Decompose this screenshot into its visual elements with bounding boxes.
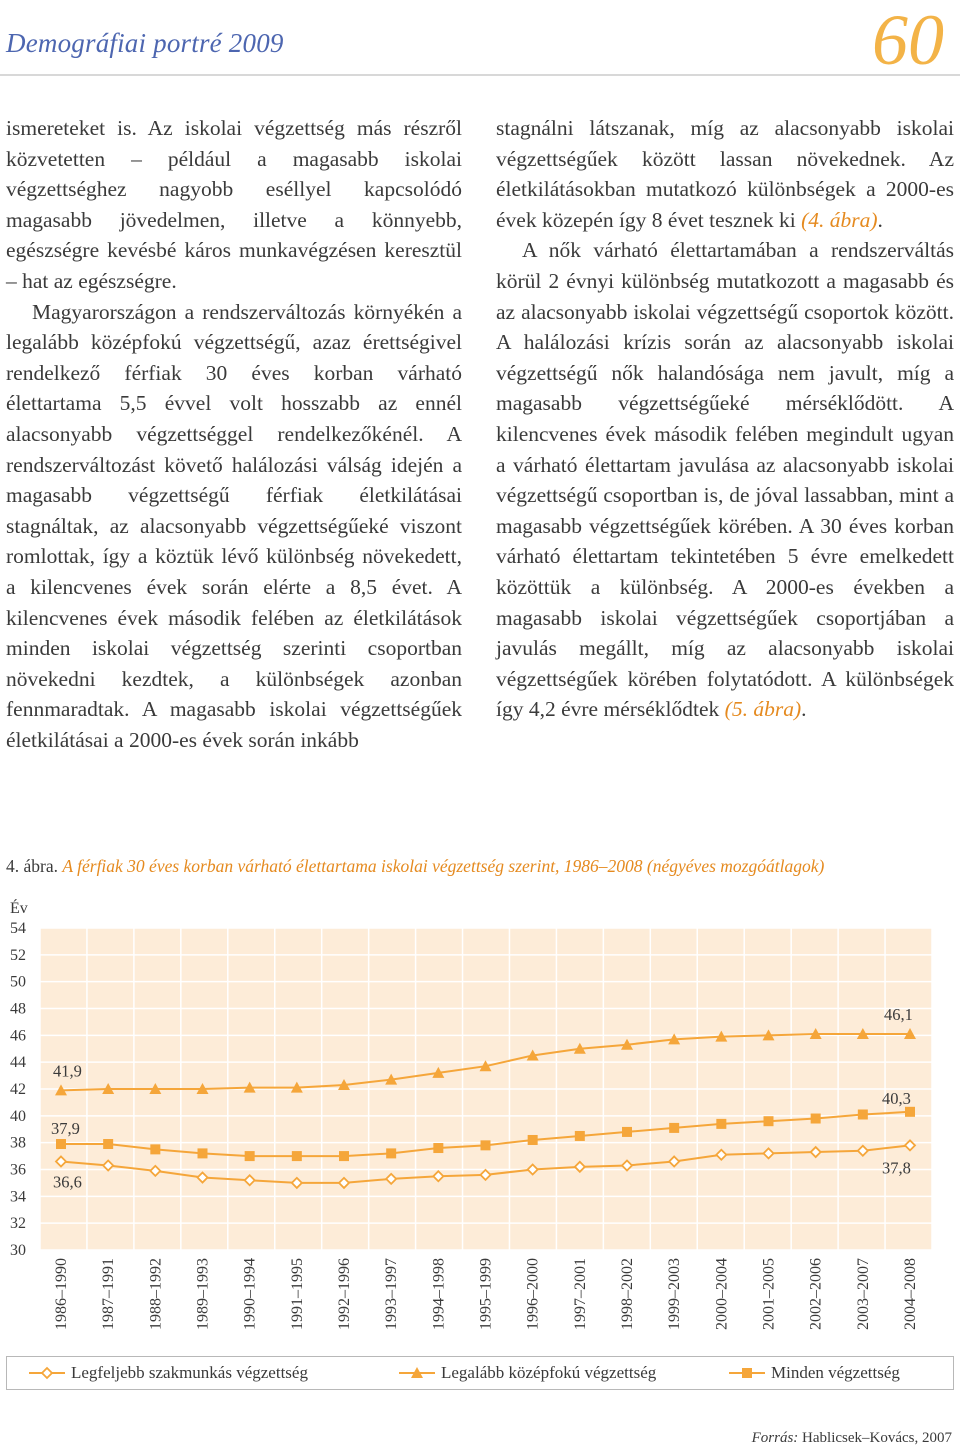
data-point-marker — [245, 1151, 255, 1161]
y-tick-label: 34 — [10, 1188, 26, 1206]
figure-caption — [6, 856, 824, 877]
paragraph-text: A nők várható élettartamában a rendszerváltás körül 2 évnyi különbség mutatkozott a magasabb és az alacsonyabb iskolai végzettségű csoportok között. A halálozási krízis során az alacsonyabb iskolai végzettségű nők halandósága nem javult, míg a magasabb végzettségűeké mérséklődött. A kilencvenes évek második felében megindult ugyan a várható élettartam javulása az alacsonyabb iskolai végzettségű csoportban is, de jóval lassabban, mint a magasabb végzettségűek körében. A 30 éves korban várható élettartam tekintetében 5 évre emelkedett közöttük a különbség. A 2000-es években a magasabb iskolai végzettségűek csoportjában a javulás megállt, míg az alacsonyabb iskolai végzettségűek körében folytatódott. A különbségek így 4,2 évre mérséklődtek — [496, 238, 954, 722]
x-tick-label: 2002–2006 — [807, 1258, 825, 1330]
data-label: 46,1 — [884, 1004, 913, 1024]
source-label: Forrás: — [751, 1430, 799, 1446]
y-tick-label: 36 — [10, 1161, 26, 1179]
data-label: 40,3 — [882, 1088, 911, 1108]
x-tick-label: 1988–1992 — [147, 1258, 165, 1330]
x-tick-label: 2000–2004 — [713, 1258, 731, 1330]
data-point-marker — [622, 1127, 632, 1137]
paragraph-text: . — [877, 207, 883, 232]
data-point-marker — [56, 1139, 66, 1149]
figure-source — [752, 1430, 952, 1447]
x-tick-label: 1991–1995 — [288, 1258, 306, 1330]
data-point-marker — [575, 1131, 585, 1141]
legend-item — [729, 1357, 900, 1389]
data-label: 36,6 — [53, 1172, 82, 1192]
legend-swatch — [729, 1366, 765, 1380]
data-point-marker — [858, 1109, 868, 1119]
data-point-marker — [528, 1135, 538, 1145]
legend-swatch — [399, 1366, 435, 1380]
data-label: 37,8 — [882, 1158, 911, 1178]
x-tick-label: 1999–2003 — [666, 1258, 684, 1330]
x-tick-label: 1995–1999 — [477, 1258, 495, 1330]
legend-marker — [742, 1368, 752, 1378]
x-tick-label: 1998–2002 — [619, 1258, 636, 1330]
data-point-marker — [811, 1114, 821, 1124]
line-chart — [0, 890, 960, 1350]
y-tick-label: 46 — [10, 1027, 26, 1045]
y-tick-label: 40 — [10, 1107, 26, 1125]
legend-label: Legalább középfokú végzettség — [441, 1363, 657, 1382]
data-point-marker — [764, 1116, 774, 1126]
x-tick-label: 1997–2001 — [571, 1258, 589, 1330]
data-point-marker — [481, 1140, 491, 1150]
y-tick-label: 38 — [10, 1134, 26, 1152]
x-tick-label: 2003–2007 — [854, 1258, 872, 1330]
data-point-marker — [433, 1143, 443, 1153]
data-point-marker — [386, 1148, 396, 1158]
y-tick-label: 52 — [10, 946, 26, 964]
paragraph-text: . — [801, 697, 807, 722]
y-tick-label: 54 — [10, 920, 26, 937]
figure-title: A férfiak 30 éves korban várható élettartama iskolai végzettség szerint, 1986–2008 (négyéves mozgóátlagok) — [62, 856, 825, 876]
y-tick-label: 30 — [10, 1242, 26, 1259]
x-tick-label: 1994–1998 — [430, 1258, 448, 1330]
y-tick-label: 50 — [10, 973, 26, 991]
x-tick-label: 1993–1997 — [383, 1258, 401, 1330]
x-tick-label: 1989–1993 — [194, 1258, 212, 1330]
y-axis-label: Év — [10, 900, 28, 917]
paragraph: Magyarországon a rendszerváltozás környékén a legalább középfokú végzettségű, azaz érettségivel rendelkező férfiak 30 éves korban várható élettartama 5,5 évvel volt hosszabb az ennél alacsonyabb végzettséggel rendelkezőkénél. A rendszerváltozást követő halálozási válság idején a magasabb végzettségű férfiak életkilátásai stagnáltak, az alacsonyabb végzettségűeké viszont romlottak, így a köztük lévő különbség növekedett, a kilencvenes évek során elérte a 8,5 évet. A kilencvenes évek második felében az életkilátások minden iskolai végzettség szerinti csoportban növekedni kezdtek, a különbségek azonban fennmaradtak. A magasabb iskolai végzettségűek életkilátásai a 2000-es évek során inkább — [6, 299, 462, 752]
data-point-marker — [198, 1148, 208, 1158]
data-point-marker — [669, 1123, 679, 1133]
figure-number: 4. ábra. — [6, 856, 58, 876]
page-number: 60 — [872, 0, 944, 80]
legend-swatch — [29, 1366, 65, 1380]
data-point-marker — [103, 1139, 113, 1149]
legend-marker — [42, 1368, 52, 1378]
legend-label: Minden végzettség — [771, 1363, 900, 1382]
source-value: Hablicsek–Kovács, 2007 — [802, 1430, 952, 1446]
y-tick-label: 48 — [10, 1000, 26, 1018]
paragraph: ismereteket is. Az iskolai végzettség más részről közvetetten – például a magasabb iskolai végzettséghez nagyobb eséllyel kapcsolódó magasabb jövedelmen, illetve a könnyebb, egészségre kevésbé káros munkavégzésen keresztül – hat az egészségre. — [6, 116, 462, 293]
data-point-marker — [905, 1107, 915, 1117]
header-rule — [0, 74, 960, 76]
running-header-title: Demográfiai portré 2009 — [6, 28, 284, 58]
data-point-marker — [716, 1119, 726, 1129]
y-tick-label: 42 — [10, 1081, 26, 1098]
figure-reference-link[interactable]: (5. ábra) — [724, 697, 802, 722]
legend-item — [399, 1357, 656, 1389]
y-tick-label: 44 — [10, 1054, 26, 1072]
legend-label: Legfeljebb szakmunkás végzettség — [71, 1363, 308, 1382]
data-label: 41,9 — [53, 1061, 82, 1081]
data-point-marker — [292, 1151, 302, 1161]
x-tick-label: 1987–1991 — [100, 1258, 118, 1330]
x-tick-label: 2004–2008 — [902, 1258, 919, 1330]
text-column-left — [6, 113, 462, 755]
x-tick-label: 1990–1994 — [241, 1258, 259, 1330]
legend-item — [29, 1357, 308, 1389]
x-tick-label: 1992–1996 — [336, 1258, 353, 1330]
chart-legend — [6, 1356, 954, 1390]
data-point-marker — [150, 1144, 160, 1154]
y-tick-label: 32 — [10, 1215, 26, 1233]
paragraph — [496, 235, 954, 725]
data-point-marker — [339, 1151, 349, 1161]
text-column-right — [496, 113, 954, 725]
x-tick-label: 1986–1990 — [53, 1258, 70, 1330]
figure-reference-link[interactable]: (4. ábra) — [801, 207, 878, 232]
paragraph-text: stagnálni látszanak, míg az alacsonyabb iskolai végzettségűek között lassan növekednek. Az életkilátásokban mutatkozó különbségek a 2000-es évek közepén így 8 évet tesznek ki — [496, 116, 954, 232]
data-label: 37,9 — [51, 1119, 80, 1139]
paragraph — [496, 113, 954, 235]
x-tick-label: 2001–2005 — [760, 1258, 778, 1330]
x-tick-label: 1996–2000 — [524, 1258, 542, 1330]
